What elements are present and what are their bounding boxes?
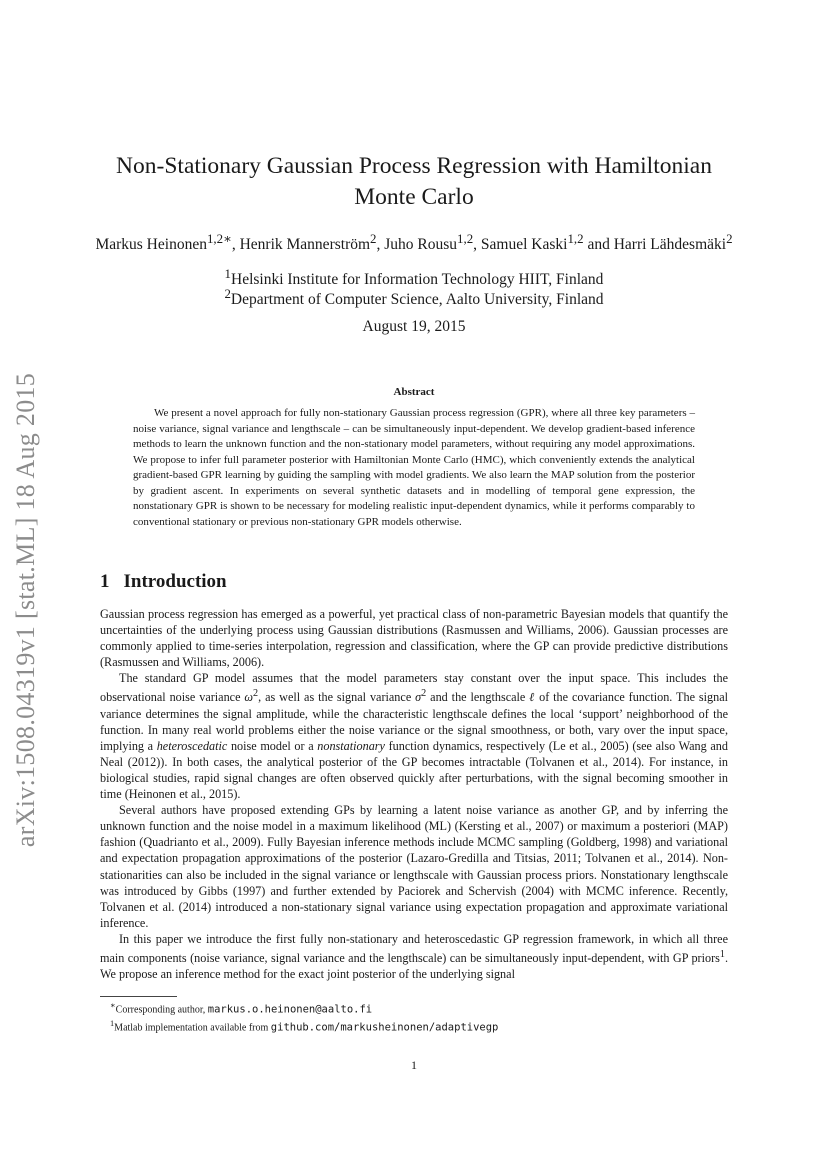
- email-address: markus.o.heinonen@aalto.fi: [207, 1003, 373, 1016]
- author-name: Samuel Kaski: [480, 236, 568, 254]
- emphasis-nonstationary: nonstationary: [317, 738, 385, 753]
- text-run: function dynamics, respectively (Le et al., 2005) (see also Wang and Neal (2012)). In both cases, the analytical posterior of the GP becomes intractable (Tolvanen et al., 2014). For instance, in biological studies, rapid signal changes are often observed quickly after perturbations, with the signal becoming smoother in time (Heinonen et al., 2015).: [100, 738, 728, 802]
- affiliation-mark: 2: [224, 286, 231, 301]
- affiliation-2: [60, 286, 768, 309]
- author-name: Harri Lähdesmäki: [613, 236, 727, 254]
- paragraph-2: [100, 670, 728, 802]
- text-run: noise model or a: [227, 738, 318, 753]
- section-number: 1: [100, 571, 110, 592]
- footnote-divider: [100, 996, 177, 997]
- author-separator: ,: [231, 236, 240, 254]
- footnote-mark: ∗: [110, 1001, 116, 1010]
- publication-date: August 19, 2015: [362, 318, 466, 335]
- math-omega: ω: [244, 690, 254, 705]
- text-run: , as well as the signal variance: [258, 690, 416, 705]
- text-run: . We propose an inference method for the exact joint posterior of the underlying signal: [100, 951, 728, 982]
- footnote-reference: 1: [719, 949, 725, 961]
- text-run: In this paper we introduce the first fully non-stationary and heteroscedastic GP regression framework, in which all three main components (noise variance, signal variance and the lengthscale) can be simultaneously input-dependent, with GP priors: [100, 931, 728, 966]
- math-sigma: σ: [415, 690, 422, 705]
- paragraph-1: Gaussian process regression has emerged as a powerful, yet practical class of non-parametric Bayesian models that quantify the uncertainties of the underlying process using Gaussian distributions (Rasmussen and Williams, 2006). Gaussian processes are commonly applied to time-series interpolation, regression and classification, where the GP can provide predictive distributions (Rasmussen and Williams, 2006).: [100, 607, 728, 670]
- footnote-mark: 1: [110, 1019, 115, 1029]
- text-run: of the covariance function. The signal variance determines the signal amplitude, while the characteristic lengthscale defines the local ‘support’ neighborhood of the function. In many real world problems either the noise variance or the signal smoothness, or both, vary over the input space, implying a: [100, 690, 729, 753]
- title-line-2: Monte Carlo: [354, 184, 474, 210]
- paper-title: [60, 151, 768, 213]
- footnote-text: Matlab implementation available from: [114, 1022, 271, 1034]
- emphasis-heteroscedatic: heteroscedatic: [156, 738, 228, 753]
- author-name: Markus Heinonen: [95, 236, 207, 254]
- math-exponent: 2: [253, 688, 259, 700]
- author-name: Henrik Mannerström: [239, 236, 371, 254]
- author-separator: ,: [473, 236, 481, 254]
- affiliation-mark: 1: [224, 266, 231, 281]
- page-number: 1: [411, 1058, 417, 1072]
- author-affiliation-mark: 1,2∗: [206, 231, 232, 246]
- footnotes: [110, 999, 498, 1036]
- section-heading: [100, 571, 227, 593]
- title-line-1: Non-Stationary Gaussian Process Regression with Hamiltonian: [116, 153, 712, 179]
- paragraph-3: Several authors have proposed extending GPs by learning a latent noise variance as another GP, and by inferring the unknown function and the noise model in a maximum likelihood (ML) (Kersting et al., 2007) or maximum a posteriori (MAP) fashion (Quadrianto et al., 2009). Fully Bayesian inference methods include MCMC sampling (Goldberg, 1998) and variational and expectation propagation approximations of the posterior (Lazaro-Gredilla and Titsias, 2011; Tolvanen et al., 2014). Non-stationarities can also be included in the signal variance or lengthscale with Gaussian process priors. Nonstationary lengthscale was introduced by Gibbs (1997) and further extended by Paciorek and Schervish (2004) with MCMC inference. Recently, Tolvanen et al. (2014) introduced a non-stationary signal variance using expectation propagation and approximate variational inference.: [100, 803, 728, 930]
- affiliation-text: Department of Computer Science, Aalto University, Finland: [230, 291, 604, 309]
- text-run: The standard GP model assumes that the model parameters stay constant over the input space. This includes the observational noise variance: [100, 671, 728, 705]
- abstract-text: We present a novel approach for fully non-stationary Gaussian process regression (GPR), where all three key parameters – noise variance, signal variance and lengthscale – can be simultaneously input-dependent. We develop gradient-based inference methods to learn the unknown function and the non-stationary model parameters, without requiring any model approximations. We propose to infer full parameter posterior with Hamiltonian Monte Carlo (HMC), which conveniently extends the analytical gradient-based GPR learning by guiding the sampling with model gradients. We also learn the MAP solution from the posterior by gradient ascent. In experiments on several synthetic datasets and in modelling of temporal gene expression, the nonstationary GPR is shown to be necessary for modeling realistic input-dependent dynamics, while it performs comparably to conventional stationary or previous non-stationary GPR models otherwise.: [133, 407, 695, 528]
- author-affiliation-mark: 1,2: [567, 231, 584, 246]
- affiliation-text: Helsinki Institute for Information Technology HIIT, Finland: [231, 271, 604, 289]
- footnote-text: Corresponding author,: [115, 1004, 208, 1016]
- text-run: and the lengthscale: [426, 690, 530, 705]
- arxiv-identifier-text: arXiv:1508.04319v1 [stat.ML] 18 Aug 2015: [11, 372, 40, 848]
- footnote-corresponding-author: [110, 999, 498, 1017]
- repository-url: github.com/markusheinonen/adaptivegp: [270, 1021, 499, 1034]
- footnote-implementation: [110, 1017, 498, 1035]
- math-ell: ℓ: [529, 690, 536, 705]
- section-title: Introduction: [123, 571, 227, 592]
- introduction-body: [100, 606, 728, 982]
- author-list: [60, 229, 768, 255]
- author-separator: and: [583, 236, 614, 254]
- math-exponent: 2: [421, 688, 427, 700]
- paragraph-4: [100, 931, 728, 982]
- author-name: Juho Rousu: [384, 236, 458, 254]
- author-affiliation-mark: 1,2: [457, 231, 474, 246]
- author-affiliation-mark: 2: [370, 231, 377, 246]
- abstract-heading: Abstract: [393, 386, 435, 398]
- author-affiliation-mark: 2: [726, 231, 733, 246]
- author-separator: ,: [376, 236, 385, 254]
- arxiv-identifier-stamp: [10, 350, 42, 870]
